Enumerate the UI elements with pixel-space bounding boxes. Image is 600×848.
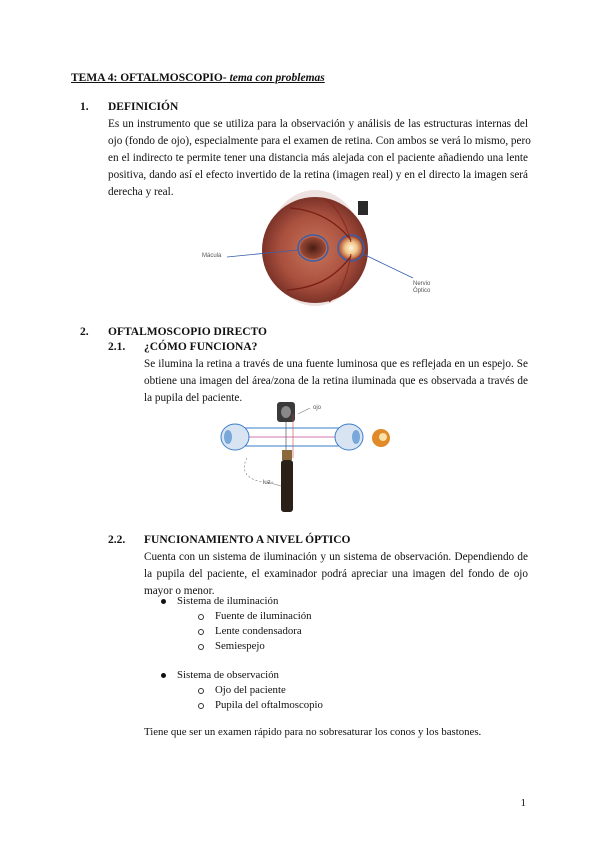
bullet-icon bbox=[161, 673, 166, 678]
observer-eye-icon bbox=[281, 406, 291, 418]
document-title bbox=[71, 72, 325, 84]
section1-heading: DEFINICIÓN bbox=[108, 101, 179, 113]
section1-paragraph bbox=[108, 116, 531, 201]
ophthalmoscope-handle bbox=[281, 460, 293, 512]
page-number: 1 bbox=[520, 797, 526, 809]
section2-number: 2. bbox=[80, 326, 89, 338]
section1-line: Es un instrumento que se utiliza para la observación y análisis de las estructuras internas del bbox=[108, 118, 528, 130]
section2-2-line: la pupila del paciente, el examinador podrá apreciar una imagen del fondo de ojo bbox=[144, 568, 528, 580]
circle-bullet-icon bbox=[198, 703, 204, 709]
list-subitem-label: Lente condensadora bbox=[215, 625, 302, 637]
circle-bullet-icon bbox=[198, 688, 204, 694]
section2-2-line: mayor o menor. bbox=[144, 585, 215, 597]
section1-line: derecha y real. bbox=[108, 186, 174, 198]
circle-bullet-icon bbox=[198, 629, 204, 635]
fundus-figure bbox=[195, 190, 445, 340]
list-subitem bbox=[161, 624, 312, 639]
macula bbox=[300, 237, 326, 259]
list-subitem bbox=[161, 609, 312, 624]
list-subitem bbox=[161, 698, 323, 713]
list-subitem bbox=[161, 639, 312, 654]
optic-disc-pointer bbox=[363, 254, 413, 278]
optic-label-1: Nervio bbox=[413, 281, 431, 287]
list-item-label: Sistema de iluminación bbox=[177, 595, 279, 607]
title-sub: - tema con problemas bbox=[222, 72, 325, 84]
list-subitem-label: Pupila del oftalmoscopio bbox=[215, 699, 323, 711]
closing-note: Tiene que ser un examen rápido para no sobresaturar los conos y los bastones. bbox=[144, 726, 482, 738]
section1-line: ojo (fondo de ojo), especialmente para el examen de retina. Con ambos se verá lo mismo, pero bbox=[108, 135, 531, 147]
list-subitem-label: Ojo del paciente bbox=[215, 684, 286, 696]
bullet-list-2 bbox=[161, 668, 323, 713]
list-subitem-label: Semiespejo bbox=[215, 640, 265, 652]
section2-1-heading: ¿CÓMO FUNCIONA? bbox=[144, 341, 258, 353]
section1-number: 1. bbox=[80, 101, 89, 113]
section1-line: positiva, dando así el efecto invertido de la retina (imagen real) y en el directo la imagen será bbox=[108, 169, 528, 181]
label-pointer bbox=[298, 408, 310, 414]
circle-bullet-icon bbox=[198, 614, 204, 620]
diagram-label-top: ojo bbox=[313, 405, 322, 411]
annotation-curve bbox=[244, 458, 275, 482]
circle-bullet-icon bbox=[198, 644, 204, 650]
section2-1-line: Se ilumina la retina a través de una fuente luminosa que es reflejada en un espejo. Se bbox=[144, 358, 528, 370]
bullet-icon bbox=[161, 599, 166, 604]
list-item-label: Sistema de observación bbox=[177, 669, 279, 681]
mirror bbox=[282, 450, 292, 460]
retina-image bbox=[379, 433, 387, 441]
lens-left bbox=[224, 430, 232, 444]
section2-1-line: la pupila del paciente. bbox=[144, 392, 243, 404]
bullet-list-1 bbox=[161, 594, 312, 654]
section1-line: en el indirecto te permite tener una distancia más alejada con el paciente añadiendo una lente bbox=[108, 152, 528, 164]
optic-label-2: Óptico bbox=[413, 288, 431, 294]
section2-2-number: 2.2. bbox=[108, 534, 126, 546]
fundus-corner-mark bbox=[358, 201, 368, 215]
lens-right bbox=[352, 430, 360, 444]
section2-2-heading: FUNCIONAMIENTO A NIVEL ÓPTICO bbox=[144, 534, 351, 546]
section2-heading: OFTALMOSCOPIO DIRECTO bbox=[108, 326, 267, 338]
section2-1-line: obtiene una imagen del área/zona de la retina iluminada que es observada a través de bbox=[144, 375, 528, 387]
list-item bbox=[161, 668, 323, 683]
list-subitem-label: Fuente de iluminación bbox=[215, 610, 312, 622]
list-item bbox=[161, 594, 312, 609]
ophthalmoscope-diagram bbox=[215, 400, 400, 512]
section2-2-paragraph bbox=[144, 549, 528, 600]
list-subitem bbox=[161, 683, 323, 698]
title-main: TEMA 4: OFTALMOSCOPIO bbox=[71, 72, 223, 84]
section2-1-number: 2.1. bbox=[108, 341, 126, 353]
diagram-label-bottom: luz bbox=[263, 480, 271, 486]
section2-2-line: Cuenta con un sistema de iluminación y un sistema de observación. Dependiendo de bbox=[144, 551, 528, 563]
macula-label: Mácula bbox=[202, 253, 222, 259]
